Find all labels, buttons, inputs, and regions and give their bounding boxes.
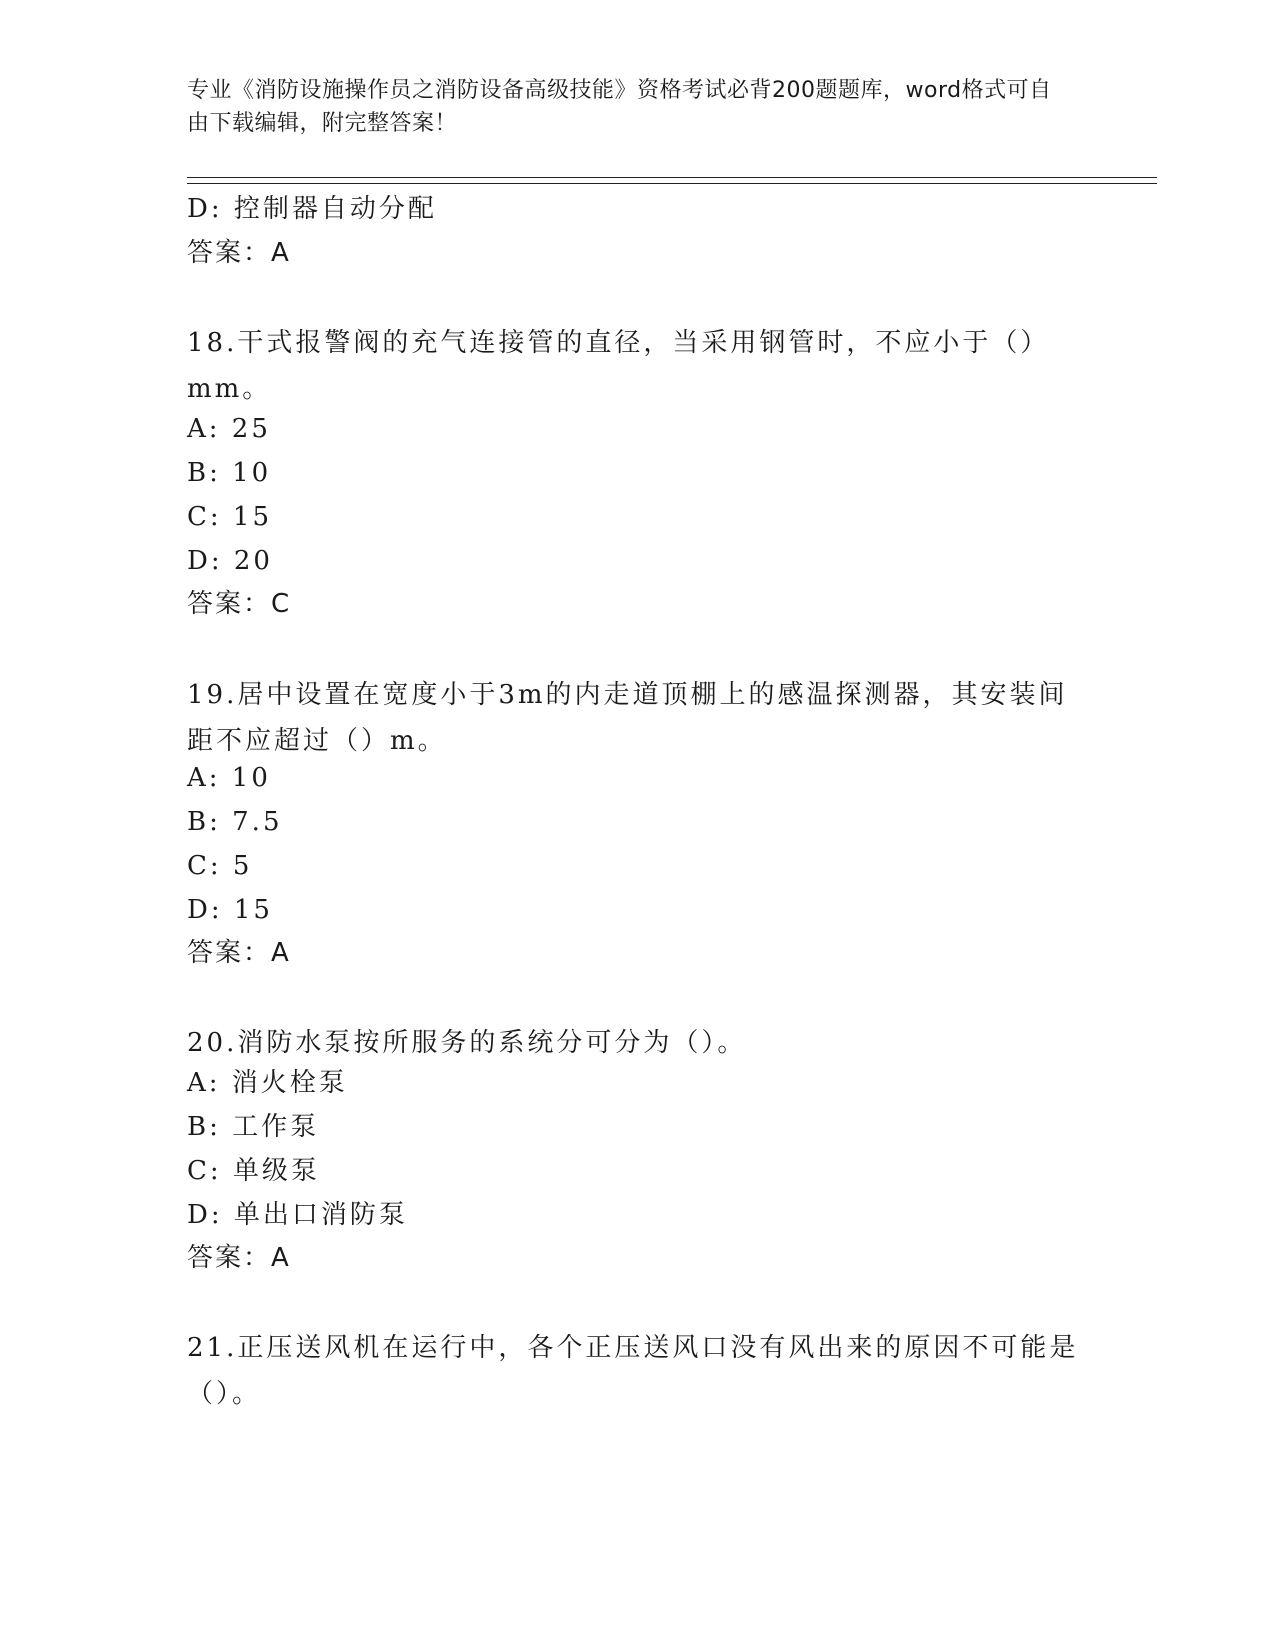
question-20-stem: 20.消防水泵按所服务的系统分可分为（）。 [187,1028,747,1058]
question-18-option-a: A: 25 [187,414,271,444]
question-19-option-c: C: 5 [187,851,253,881]
question-18-option-b: B: 10 [187,458,272,488]
question-18-option-c: C: 15 [187,502,273,532]
question-19-option-d: D: 15 [187,895,273,925]
question-19-option-a: A: 10 [187,763,271,793]
question-20-answer: 答案：A [187,1243,291,1273]
question-20-option-b: B: 工作泵 [187,1112,320,1142]
question-21-stem: 21.正压送风机在运行中，各个正压送风口没有风出来的原因不可能是（）。 [187,1333,1079,1409]
question-18-option-d: D: 20 [187,546,273,576]
question-20-option-c: C: 单级泵 [187,1156,320,1186]
question-18-stem: 18.干式报警阀的充气连接管的直径，当采用钢管时，不应小于（）mm。 [187,328,1050,404]
prev-option-d: D: 控制器自动分配 [187,194,437,224]
question-19-answer: 答案：A [187,938,291,968]
header-divider-top [187,177,1157,178]
question-19-stem: 19.居中设置在宽度小于3m的内走道顶棚上的感温探测器，其安装间距不应超过（）m。 [187,680,1068,756]
question-19-option-b: B: 7.5 [187,807,283,837]
document-header: 专业《消防设施操作员之消防设备高级技能》资格考试必背200题题库，word格式可自由下载编辑，附完整答案！ [187,78,1052,136]
question-20-option-d: D: 单出口消防泵 [187,1200,408,1230]
prev-answer: 答案：A [187,238,291,268]
question-18-answer: 答案：C [187,589,292,619]
question-20-option-a: A: 消火栓泵 [187,1068,348,1098]
header-divider-bottom [187,183,1157,184]
